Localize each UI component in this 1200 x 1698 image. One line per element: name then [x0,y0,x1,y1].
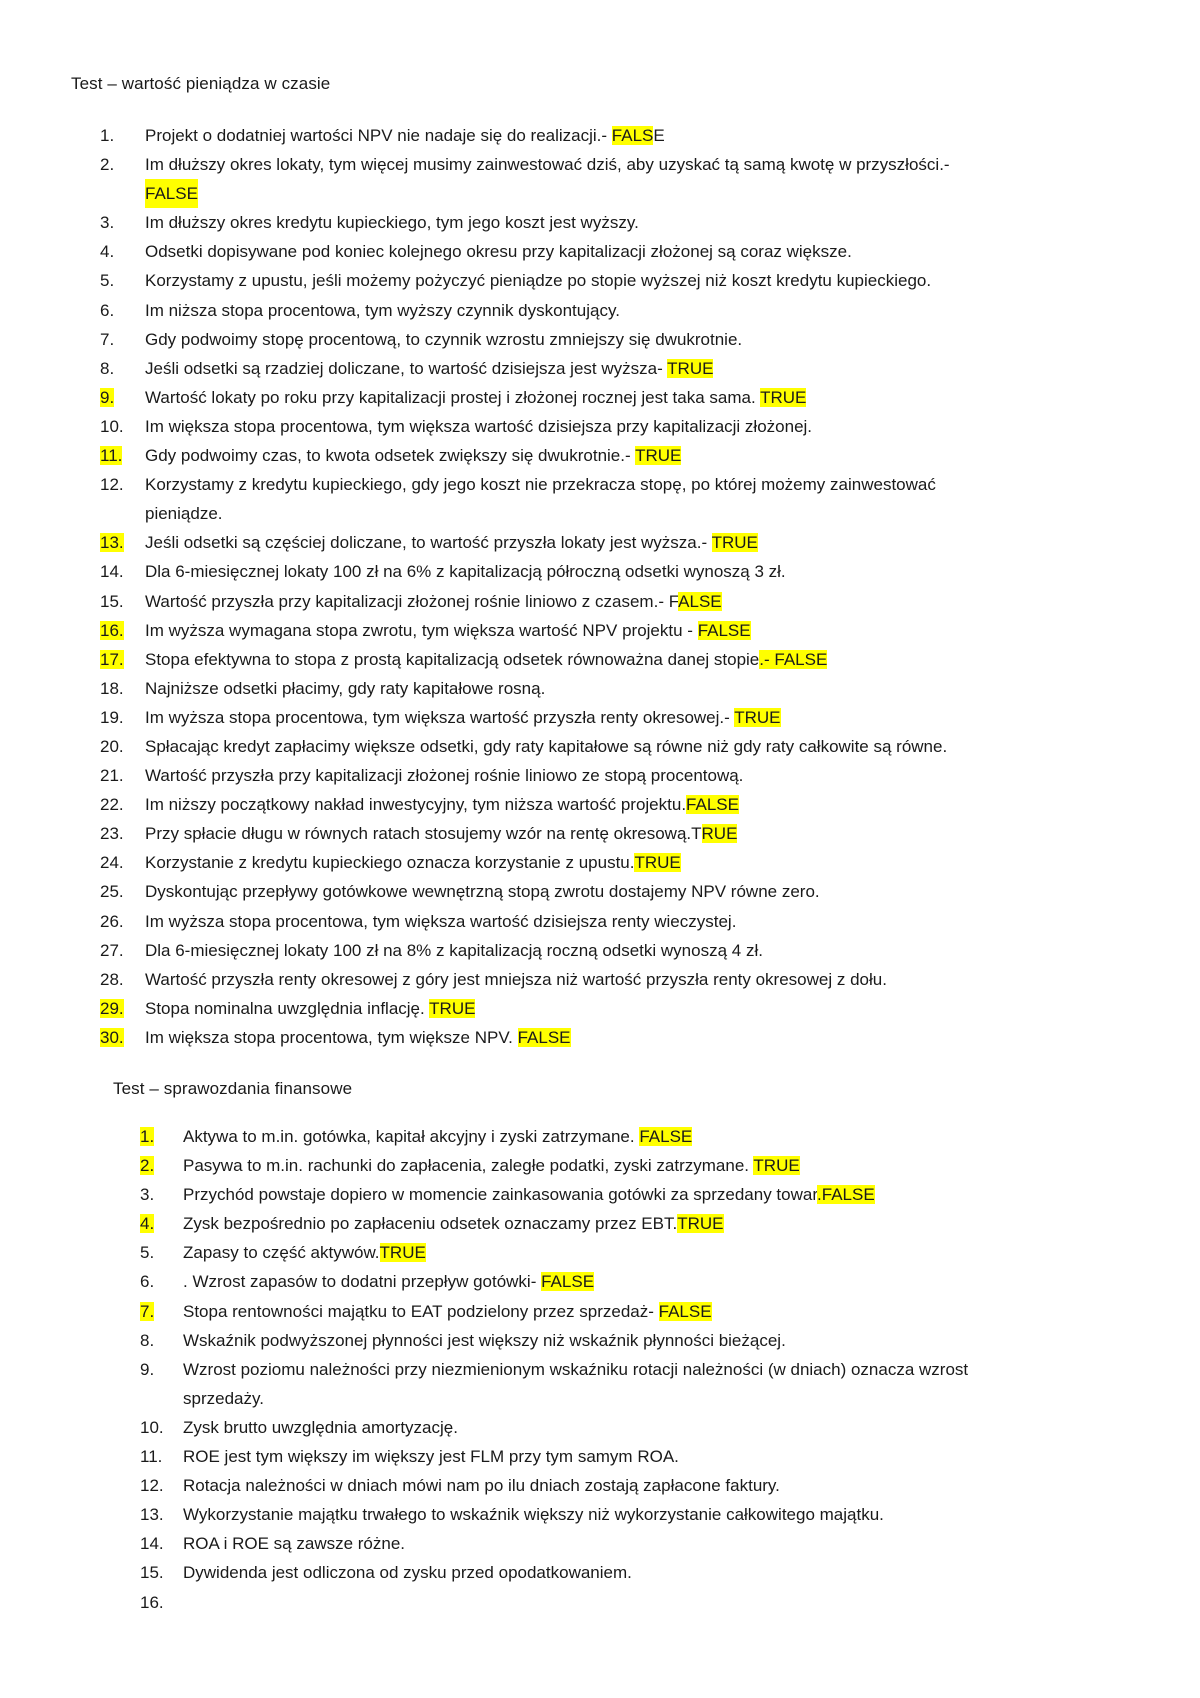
question-text [145,208,639,237]
question-number [100,528,140,557]
question-statement: . Wzrost zapasów to dodatni przepływ gotówki- [183,1272,542,1292]
question-statement: Przy spłacie długu w równych ratach stosujemy wzór na rentę okresową.T [145,824,702,844]
answer-highlight: TRUE [635,446,682,466]
question-number-label: 3. [100,213,115,233]
question-text [145,907,736,936]
question-number-label: 2. [140,1156,155,1176]
answer-highlight: FALSE [658,1301,712,1321]
question-statement: Im większa stopa procentowa, tym większe NPV. [145,1027,518,1047]
question-statement: Stopa nominalna uwzględnia inflację. [145,998,430,1018]
question-number [140,1558,180,1587]
question-number-label: 22. [100,795,124,815]
question-statement: Dyskontując przepływy gotówkowe wewnętrzną stopą zwrotu dostajemy NPV równe zero. [145,882,820,902]
question-number-label: 12. [100,475,124,495]
question-number-label: 13. [100,533,124,553]
question-text [145,761,743,790]
question-statement: Stopa efektywna to stopa z prostą kapitalizacją odsetek równoważna danej stopie [145,649,760,669]
question-statement: Zapasy to część aktywów. [183,1243,380,1263]
question-number [100,965,140,994]
question-number [100,819,140,848]
answer-highlight: FALS [611,126,654,145]
answer-highlight: .- FALSE [759,649,828,669]
question-number-label: 2. [100,155,115,175]
question-statement: Wartość lokaty po roku przy kapitalizacji prostej i złożonej rocznej jest taka sama. [145,387,761,407]
question-statement: Rotacja należności w dniach mówi nam po ilu dniach zostają zapłacone faktury. [183,1476,780,1496]
question-text [145,470,936,528]
question-text [145,965,887,994]
question-statement: Im wyższa stopa procentowa, tym większa wartość dzisiejsza renty wieczystej. [145,911,737,931]
question-text [183,1471,780,1500]
question-text [145,790,739,819]
question-text [183,1267,594,1296]
question-statement: ROA i ROE są zawsze różne. [183,1534,406,1554]
question-statement: ROE jest tym większy im większy jest FLM przy tym samym ROA. [183,1447,679,1467]
question-number-label: 1. [140,1127,155,1146]
question-number [100,150,140,179]
question-text [145,936,763,965]
question-statement: Korzystamy z upustu, jeśli możemy pożyczyć pieniądze po stopie wyższej niż koszt kredytu kupieckiego. [145,271,932,291]
question-text [145,383,806,412]
question-number-label: 15. [140,1563,164,1583]
answer-highlight: TRUE [429,998,476,1018]
question-number [140,1238,180,1267]
question-statement: Zysk bezpośrednio po zapłaceniu odsetek oznaczamy przez EBT. [183,1214,678,1234]
question-number [100,616,140,645]
question-text [145,877,820,906]
question-number-label: 16. [140,1592,164,1612]
question-statement: Najniższe odsetki płacimy, gdy raty kapitałowe rosną. [145,678,546,698]
question-number [140,1442,180,1471]
question-text [145,703,781,732]
answer-highlight: FALSE [639,1127,693,1146]
question-number-label: 25. [100,882,124,902]
question-statement: Dywidenda jest odliczona od zysku przed opodatkowaniem. [183,1563,632,1583]
question-number-label: 13. [140,1505,164,1525]
question-statement: Im wyższa stopa procentowa, tym większa wartość przyszła renty okresowej.- [145,707,735,727]
question-number [100,761,140,790]
question-number-label: 3. [140,1185,155,1205]
question-text [183,1238,426,1267]
question-number [140,1500,180,1529]
question-text [183,1151,800,1180]
question-number [100,645,140,674]
question-number [100,208,140,237]
question-text [145,354,713,383]
question-statement: Stopa rentowności majątku to EAT podzielony przez sprzedaż- [183,1301,659,1321]
question-number [100,848,140,877]
question-number-label: 30. [100,1027,124,1047]
question-number [140,1326,180,1355]
question-number-label: 12. [140,1476,164,1496]
question-number [100,994,140,1023]
question-text [145,645,827,674]
question-number [100,470,140,499]
question-number-label: 10. [100,416,124,436]
question-statement-continued: sprzedaży. [183,1388,264,1408]
question-text [145,994,475,1023]
question-number-label: 26. [100,911,124,931]
question-number [140,1297,180,1326]
question-text [145,819,737,848]
question-number-label: 19. [100,707,124,727]
question-number-label: 10. [140,1417,164,1437]
question-statement: Korzystamy z kredytu kupieckiego, gdy jego koszt nie przekracza stopę, po której możemy zainwestować [145,475,936,495]
question-number-label: 6. [140,1272,155,1292]
answer-highlight: RUE [701,824,738,844]
question-text [183,1122,692,1151]
answer-highlight: FALSE [541,1272,595,1292]
question-number-label: 18. [100,678,124,698]
question-number [100,383,140,412]
question-number [140,1529,180,1558]
question-number-label: 5. [140,1243,155,1263]
question-text [183,1355,968,1413]
question-statement: Gdy podwoimy czas, to kwota odsetek zwiększy się dwukrotnie.- [145,446,636,466]
question-number-label: 9. [140,1359,155,1379]
question-number-label: 17. [100,649,124,669]
question-number-label: 15. [100,591,124,611]
question-text [145,557,786,586]
question-number [100,877,140,906]
question-statement: Projekt o dodatniej wartości NPV nie nadaje się do realizacji.- [145,126,612,145]
question-number [140,1355,180,1384]
question-text [183,1558,632,1587]
answer-highlight: TRUE [711,533,758,553]
question-text [145,412,812,441]
question-text [145,587,722,616]
question-number-label: 4. [100,242,115,262]
question-number [100,354,140,383]
question-statement: Im wyższa wymagana stopa zwrotu, tym większa wartość NPV projektu - [145,620,698,640]
question-text [145,674,545,703]
question-number [100,907,140,936]
answer-highlight: FALSE [697,620,751,640]
question-number-label: 29. [100,998,124,1018]
question-text [183,1442,679,1471]
answer-highlight: ALSE [678,591,722,611]
question-number-label: 27. [100,940,124,960]
answer-highlight: TRUE [677,1214,724,1234]
question-number [100,1023,140,1052]
question-number [140,1209,180,1238]
question-statement: Im dłuższy okres lokaty, tym więcej musimy zainwestować dziś, aby uzyskać tą samą kwotę w przyszłości.- [145,155,950,175]
question-number [140,1180,180,1209]
question-number-label: 21. [100,766,124,786]
question-statement: Gdy podwoimy stopę procentową, to czynnik wzrostu zmniejszy się dwukrotnie. [145,329,743,349]
question-text [145,150,950,208]
question-number-label: 14. [140,1534,164,1554]
question-number-label: 20. [100,736,124,756]
question-number [100,674,140,703]
question-number [140,1413,180,1442]
question-text [183,1326,786,1355]
question-number-label: 8. [100,358,115,378]
question-text [183,1297,712,1326]
question-text [183,1413,458,1442]
answer-highlight: TRUE [753,1156,800,1176]
answer-highlight: TRUE [634,853,681,873]
question-statement: Odsetki dopisywane pod koniec kolejnego okresu przy kapitalizacji złożonej są coraz większe. [145,242,852,262]
question-number-label: 14. [100,562,124,582]
question-number-label: 24. [100,853,124,873]
question-number-label: 5. [100,271,115,291]
question-statement: Spłacając kredyt zapłacimy większe odsetki, gdy raty kapitałowe są równe niż gdy raty całkowite są równe. [145,736,948,756]
answer-highlight: TRUE [734,707,781,727]
question-text [183,1529,405,1558]
question-number-label: 28. [100,969,124,989]
question-statement: Wartość przyszła przy kapitalizacji złożonej rośnie liniowo ze stopą procentową. [145,766,744,786]
question-number-label: 23. [100,824,124,844]
question-statement: Im dłuższy okres kredytu kupieckiego, tym jego koszt jest wyższy. [145,213,639,233]
question-statement: Zysk brutto uwzględnia amortyzację. [183,1417,458,1437]
section-title-time-value-of-money: Test – wartość pieniądza w czasie [71,74,331,93]
question-statement: Dla 6-miesięcznej lokaty 100 zł na 6% z kapitalizacją półroczną odsetki wynoszą 3 zł. [145,562,786,582]
question-statement: Pasywa to m.in. rachunki do zapłacenia, zaległe podatki, zyski zatrzymane. [183,1156,754,1176]
question-statement: Im niższy początkowy nakład inwestycyjny, tym niższa wartość projektu. [145,795,687,815]
question-text [145,266,931,295]
answer-highlight: TRUE [379,1243,426,1263]
question-text [145,848,681,877]
question-statement: Im większa stopa procentowa, tym większa wartość dzisiejsza przy kapitalizacji złożonej. [145,416,813,436]
question-number [100,790,140,819]
question-statement: Im niższa stopa procentowa, tym wyższy czynnik dyskontujący. [145,300,620,320]
question-number-label: 7. [100,329,115,349]
answer-highlight: TRUE [667,358,714,378]
question-number-label: 11. [140,1447,163,1467]
question-text [145,325,742,354]
question-number [100,325,140,354]
answer-highlight: FALSE [145,179,198,208]
answer-suffix: E [653,126,665,145]
question-number-label: 6. [100,300,115,320]
question-number [140,1122,180,1151]
question-text [183,1180,875,1209]
section-title-financial-statements: Test – sprawozdania finansowe [113,1079,353,1098]
question-number-label: 16. [100,620,124,640]
question-text [183,1209,724,1238]
question-text [145,616,751,645]
question-number [140,1267,180,1296]
question-statement: Dla 6-miesięcznej lokaty 100 zł na 8% z kapitalizacją roczną odsetki wynoszą 4 zł. [145,940,763,960]
question-number [100,441,140,470]
question-number-label: 11. [100,446,123,466]
question-statement: Przychód powstaje dopiero w momencie zainkasowania gotówki za sprzedany towar [183,1185,818,1205]
question-text [145,732,947,761]
question-statement: Wzrost poziomu należności przy niezmienionym wskaźniku rotacji należności (w dniach) oznacza wzrost [183,1359,969,1379]
question-number-label: 4. [140,1214,155,1234]
question-number [100,412,140,441]
answer-highlight: FALSE [686,795,739,815]
question-text [145,1023,571,1052]
question-text [145,441,681,470]
answer-highlight: .FALSE [817,1185,875,1205]
question-number [100,936,140,965]
question-text [183,1500,884,1529]
question-statement: Jeśli odsetki są częściej doliczane, to wartość przyszła lokaty jest wyższa.- [145,533,712,553]
question-number [100,703,140,732]
question-statement: Wskaźnik podwyższonej płynności jest większy niż wskaźnik płynności bieżącej. [183,1330,786,1350]
answer-highlight: TRUE [760,387,807,407]
question-number [140,1471,180,1500]
question-number [140,1151,180,1180]
question-text [145,121,665,150]
question-statement: Wartość przyszła przy kapitalizacji złożonej rośnie liniowo z czasem.- F [145,591,679,611]
answer-highlight: FALSE [517,1027,571,1047]
question-text [145,528,758,557]
question-number-label: 9. [100,387,115,407]
question-number-label: 7. [140,1301,155,1321]
question-text [145,237,852,266]
question-number-label: 8. [140,1330,155,1350]
question-statement: Jeśli odsetki są rzadziej doliczane, to wartość dzisiejsza jest wyższa- [145,358,668,378]
question-text [145,296,620,325]
question-number [100,266,140,295]
question-statement-continued: pieniądze. [145,504,223,524]
question-number [100,587,140,616]
question-statement: Korzystanie z kredytu kupieckiego oznacza korzystanie z upustu. [145,853,635,873]
question-number [140,1588,180,1617]
question-statement: Wykorzystanie majątku trwałego to wskaźnik większy niż wykorzystanie całkowitego majątku. [183,1505,884,1525]
question-number [100,121,140,150]
question-number [100,237,140,266]
question-statement: Aktywa to m.in. gotówka, kapitał akcyjny i zyski zatrzymane. [183,1127,640,1146]
question-statement: Wartość przyszła renty okresowej z góry jest mniejsza niż wartość przyszła renty okresowej z dołu. [145,969,887,989]
question-number [100,732,140,761]
question-number [100,296,140,325]
question-number-label: 1. [100,126,115,145]
question-number [100,557,140,586]
